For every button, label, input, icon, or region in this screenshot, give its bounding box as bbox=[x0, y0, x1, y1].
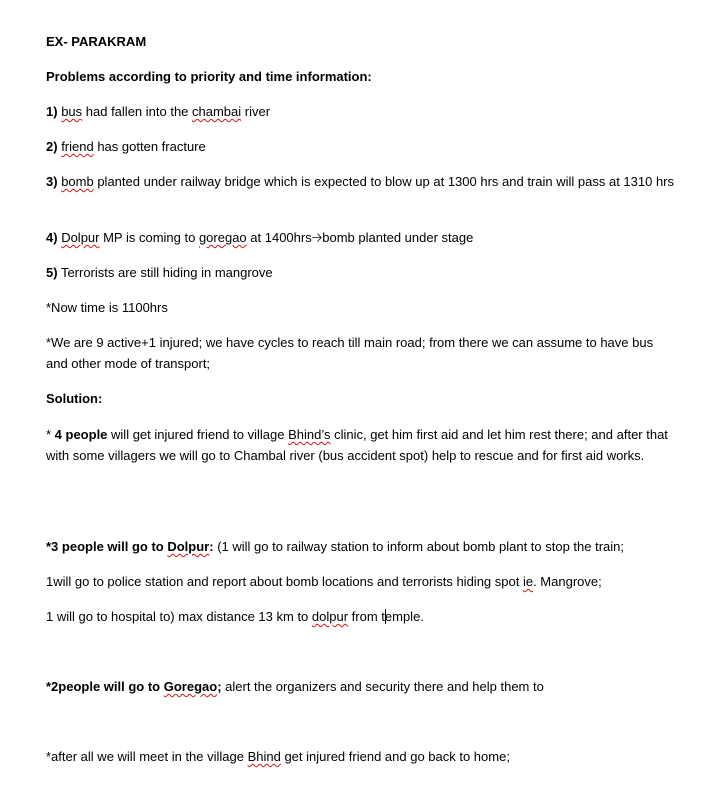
problem-3: 3) bomb planted under railway bridge which is expected to blow up at 1300 hrs and train will pass at 1310 hrs bbox=[46, 174, 675, 189]
solution-group-3-police: 1will go to police station and report about bomb locations and terrorists hiding spot ie. Mangrove; bbox=[46, 574, 602, 589]
solution-group-3-hospital: 1 will go to hospital to) max distance 13 km to dolpur from temple. bbox=[46, 609, 424, 624]
solution-group-2: *2people will go to Goregao; alert the organizers and security there and help them to bbox=[46, 679, 544, 694]
problem-1: 1) bus had fallen into the chambai river bbox=[46, 104, 271, 119]
problems-heading: Problems according to priority and time information: bbox=[46, 69, 372, 84]
document-title: EX- PARAKRAM bbox=[46, 34, 147, 49]
arrow-icon: 🡢 bbox=[311, 230, 323, 245]
problem-4: 4) Dolpur MP is coming to goregao at 1400hrs🡢bomb planted under stage bbox=[46, 230, 474, 245]
solution-group-4: * 4 people will get injured friend to village Bhind’s clinic, get him first aid and let him rest there; and after that with some villagers we will go to Chambal river (bus accident spot) help to rescue and for first aid works. bbox=[46, 427, 668, 463]
problem-2: 2) friend has gotten fracture bbox=[46, 139, 206, 154]
closing-note: *after all we will meet in the village Bhind get injured friend and go back to home; bbox=[46, 749, 510, 764]
problem-5: 5) Terrorists are still hiding in mangrove bbox=[46, 265, 273, 280]
note-time: *Now time is 1100hrs bbox=[46, 300, 168, 315]
solution-heading: Solution: bbox=[46, 391, 103, 406]
solution-group-3: *3 people will go to Dolpur: (1 will go to railway station to inform about bomb plant to stop the train; bbox=[46, 539, 625, 554]
note-team: *We are 9 active+1 injured; we have cycles to reach till main road; from there we can assume to have bus and other mode of transport; bbox=[46, 335, 654, 371]
